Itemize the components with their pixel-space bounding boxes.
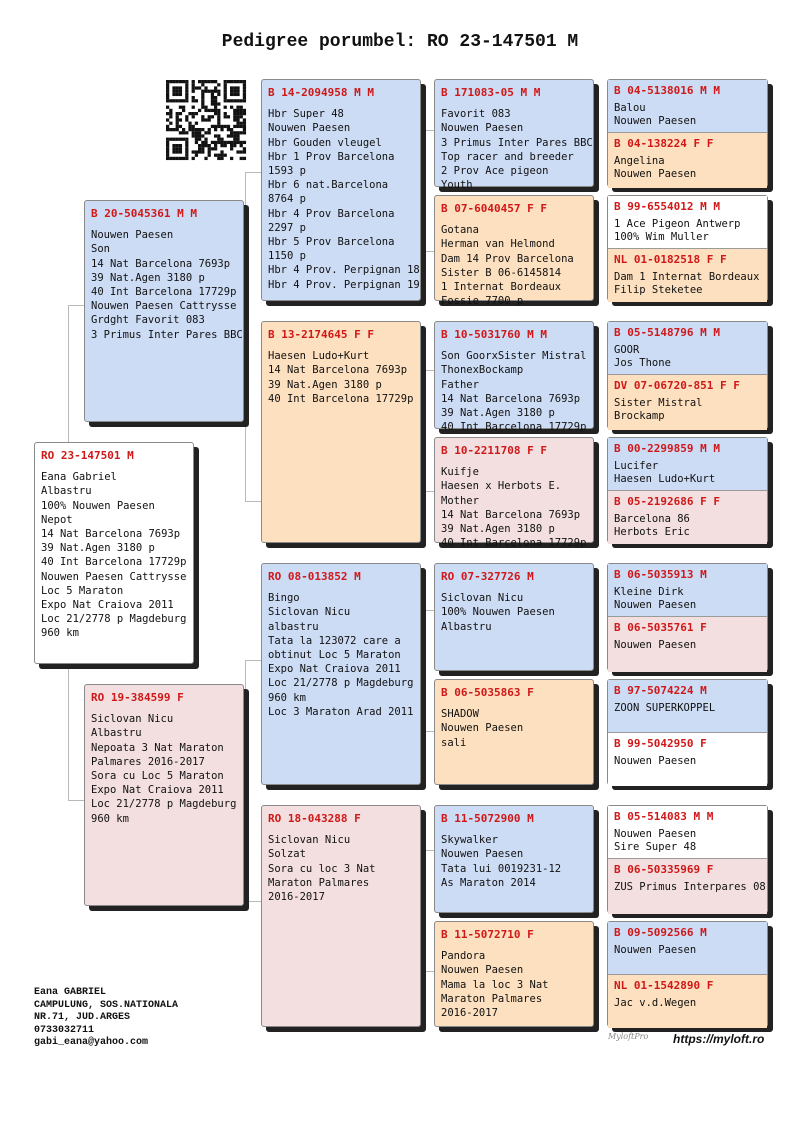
pigeon-info-line: Siclovan Nicu (91, 713, 174, 726)
pigeon-info-line: Dam 1 Internat Bordeaux (614, 270, 760, 283)
pigeon-info-line: 100% Nouwen Paesen (41, 499, 155, 512)
ring-number: RO 08-013852 M (268, 570, 361, 583)
pigeon-info-line: Kleine Dirk (614, 585, 684, 598)
connector-line (245, 660, 262, 902)
pigeon-info-line: Siclovan Nicu (268, 834, 351, 847)
pigeon-info-line: Nepot (41, 513, 73, 526)
pigeon-info-line: 39 Nat.Agen 3180 p (441, 407, 555, 420)
ring-number: DV 07-06720-851 F F (614, 379, 740, 392)
pigeon-info-line: Palmares 2016-2017 (91, 755, 205, 768)
ring-number: B 00-2299859 M M (614, 442, 720, 455)
pigeon-info-line: Nouwen Paesen Cattrysse (91, 300, 237, 313)
pigeon-info-line: ThonexBockamp (441, 364, 524, 377)
pigeon-info-line: Son GoorxSister Mistral (441, 350, 587, 363)
pigeon-info-line: Grdght Favorit 083 (91, 314, 205, 327)
pigeon-card-subject[interactable] (34, 442, 194, 664)
ring-number: B 09-5092566 M (614, 926, 707, 939)
pigeon-info-line: Hbr 4 Prov. Perpignan 19 (268, 278, 420, 291)
pigeon-info-line: Top racer and breeder (441, 150, 574, 163)
pigeon-info-line: 14 Nat Barcelona 7693p (441, 508, 581, 521)
pigeon-info-line: Nouwen Paesen (614, 599, 697, 611)
pigeon-info-line: Solzat (268, 848, 306, 861)
ring-number: B 99-6554012 M M (614, 200, 720, 213)
pigeon-info-line: Maraton Palmares (268, 876, 370, 889)
pigeon-card-gen4[interactable] (608, 80, 767, 132)
pigeon-card-gen4[interactable] (608, 374, 767, 430)
pigeon-info-line: 1 Ace Pigeon Antwerp (614, 217, 741, 230)
pigeon-info-line: 8764 p (268, 193, 306, 206)
pigeon-info-line: 960 km (268, 691, 306, 704)
pigeon-info-line: Nouwen Paesen (614, 754, 697, 767)
pigeon-pair (607, 921, 768, 1027)
pigeon-info-line: Skywalker (441, 834, 498, 847)
pigeon-card-gen4[interactable] (608, 680, 767, 732)
pigeon-card-gen3[interactable] (434, 563, 594, 671)
ring-number: B 06-5035761 F (614, 621, 707, 634)
pigeon-info-line: Filip Steketee (614, 284, 703, 296)
ring-number: B 171083-05 M M (441, 86, 541, 99)
pigeon-info-line: Siclovan Nicu (441, 592, 524, 605)
pigeon-info-line: Nouwen Paesen (614, 943, 697, 956)
pigeon-info-line: albastru (268, 620, 319, 633)
pigeon-info-line: Gotana (441, 224, 479, 237)
pigeon-info-line: 39 Nat.Agen 3180 p (268, 378, 382, 391)
page-title: Pedigree porumbel: RO 23-147501 M (221, 32, 579, 52)
pigeon-info-line: Jac v.d.Wegen (614, 996, 697, 1009)
ring-number: B 14-2094958 M M (268, 86, 374, 99)
pigeon-card-dam-dam[interactable] (261, 805, 421, 1027)
pigeon-card-gen4[interactable] (608, 858, 767, 914)
pigeon-card-dam[interactable] (84, 684, 244, 906)
ring-number: B 05-514083 M M (614, 810, 714, 823)
pigeon-info-line: Hbr 5 Prov Barcelona (268, 236, 395, 249)
pigeon-card-gen3[interactable] (434, 321, 594, 434)
pigeon-pair (607, 805, 768, 913)
pigeon-info-line: Expo Nat Craiova 2011 (41, 599, 174, 612)
pigeon-info-line: sali (441, 736, 467, 749)
pigeon-info-line: ZUS Primus Interpares 08 (614, 880, 766, 893)
owner-phone: 0733032711 (34, 1024, 95, 1036)
ring-number: B 10-2211708 F F (441, 444, 547, 457)
qr-code-icon (166, 80, 246, 160)
pigeon-info-line: 40 Int Barcelona 17729p (268, 392, 414, 405)
pigeon-info-line: Mama la loc 3 Nat (441, 978, 549, 991)
ring-number: RO 07-327726 M (441, 570, 534, 583)
pigeon-info-line: 2297 p (268, 221, 306, 234)
owner-line: CAMPULUNG, SOS.NATIONALA (34, 999, 179, 1011)
pigeon-card-gen4[interactable] (608, 732, 767, 786)
ring-number: B 11-5072900 M (441, 812, 534, 825)
pigeon-info-line: 1593 p (268, 165, 306, 178)
ring-number: B 11-5072710 F (441, 928, 534, 941)
ring-number: NL 01-0182518 F F (614, 253, 727, 266)
ring-number: RO 18-043288 F (268, 812, 361, 825)
pigeon-info-line: 40 Int Barcelona 17729p (41, 556, 187, 569)
pigeon-info-line: 3 Primus Inter Pares BBC (441, 136, 593, 149)
pigeon-card-gen3[interactable] (434, 921, 594, 1027)
ring-number: B 05-2192686 F F (614, 495, 720, 508)
pigeon-card-dam-sire[interactable] (261, 563, 421, 785)
owner-line: NR.71, JUD.ARGES (34, 1012, 131, 1023)
ring-number: B 07-6040457 F F (441, 202, 547, 215)
pigeon-info-line: Tata lui 0019231-12 (441, 862, 562, 875)
pigeon-card-gen4[interactable] (608, 490, 767, 544)
pigeon-info-line: Nouwen Paesen (441, 722, 524, 735)
ring-number: B 97-5074224 M (614, 684, 707, 697)
pigeon-info-line: Hbr 1 Prov Barcelona (268, 150, 395, 163)
pigeon-card-gen4[interactable] (608, 196, 767, 248)
pigeon-info-line: Albastru (91, 727, 142, 740)
pigeon-info-line: obtinut Loc 5 Maraton (268, 649, 401, 662)
ring-number: NL 01-1542890 F (614, 979, 714, 992)
pigeon-info-line: Youth (441, 179, 473, 192)
pigeon-info-line: 39 Nat.Agen 3180 p (441, 523, 555, 536)
pigeon-info-line: Expo Nat Craiova 2011 (268, 663, 401, 676)
pigeon-info-line: Nouwen Paesen (614, 638, 697, 651)
pigeon-info-line: GOOR (614, 343, 640, 356)
pigeon-card-sire-sire[interactable] (261, 79, 421, 301)
connector-line (245, 172, 262, 502)
pigeon-info-line: Balou (614, 101, 646, 114)
pigeon-info-line: Loc 21/2778 p Magdeburg (91, 798, 237, 811)
pigeon-info-line: Bingo (268, 592, 300, 605)
pigeon-info-line: Maraton Palmares (441, 992, 543, 1005)
pigeon-pair (607, 79, 768, 187)
pigeon-info-line: ZOON SUPERKOPPEL (614, 701, 716, 714)
pigeon-info-line: 960 km (41, 627, 79, 640)
pigeon-info-line: Nouwen Paesen (441, 848, 524, 861)
pigeon-card-gen3[interactable] (434, 679, 594, 785)
ring-number: B 04-5138016 M M (614, 84, 720, 97)
website-link[interactable]: https://myloft.ro (673, 1032, 765, 1046)
pigeon-info-line: Loc 3 Maraton Arad 2011 (268, 705, 414, 718)
pigeon-info-line: Kuifje (441, 466, 479, 479)
pigeon-info-line: Nouwen Paesen Cattrysse (41, 570, 187, 583)
pigeon-info-line: Haesen x Herbots E. (441, 480, 562, 493)
pigeon-info-line: Nouwen Paesen (91, 229, 174, 242)
pigeon-card-gen4[interactable] (608, 322, 767, 374)
ring-number: B 10-5031760 M M (441, 328, 547, 341)
pigeon-card-gen4[interactable] (608, 438, 767, 490)
owner-email[interactable]: gabi_eana@yahoo.com (34, 1037, 149, 1048)
pigeon-info-line: Son (91, 243, 110, 256)
pigeon-info-line: Albastru (441, 620, 492, 633)
pigeon-info-line: 1150 p (268, 250, 306, 263)
pigeon-info-line: 100% Nouwen Paesen (441, 606, 555, 619)
pigeon-info-line: Loc 21/2778 p Magdeburg (41, 613, 187, 626)
pigeon-info-line: 40 Int Barcelona 17729p (441, 537, 587, 550)
pigeon-card-gen4[interactable] (608, 616, 767, 672)
pigeon-card-gen3[interactable] (434, 79, 594, 192)
pigeon-info-line: 40 Int Barcelona 17729p (441, 421, 587, 434)
pigeon-info-line: Albastru (41, 485, 92, 498)
pigeon-info-line: Sora cu loc 3 Nat (268, 862, 376, 875)
pigeon-info-line: Lucifer (614, 459, 659, 472)
pigeon-info-line: 14 Nat Barcelona 7693p (268, 364, 408, 377)
pigeon-pair (607, 321, 768, 429)
ring-number: B 06-5035913 M (614, 568, 707, 581)
pigeon-info-line: Nepoata 3 Nat Maraton (91, 741, 224, 754)
pigeon-pair (607, 679, 768, 785)
owner-contact (34, 987, 178, 1050)
pigeon-card-gen4[interactable] (608, 132, 767, 188)
pigeon-info-line: Nouwen Paesen (441, 122, 524, 135)
pigeon-info-line: Angelina (614, 154, 665, 167)
pigeon-info-line: Haesen Ludo+Kurt (614, 473, 716, 485)
pigeon-info-line: Nouwen Paesen (268, 122, 351, 135)
pigeon-card-sire-dam[interactable] (261, 321, 421, 543)
pigeon-card-gen4[interactable] (608, 974, 767, 1028)
pigeon-pair (607, 563, 768, 671)
ring-number: B 04-138224 F F (614, 137, 714, 150)
pigeon-card-gen3[interactable] (434, 195, 594, 308)
pigeon-info-line: Pandora (441, 950, 486, 963)
pigeon-info-line: Father (441, 378, 479, 391)
pigeon-pair (607, 437, 768, 543)
ring-number: RO 23-147501 M (41, 449, 134, 462)
pigeon-info-line: Dam 14 Prov Barcelona (441, 252, 574, 265)
pigeon-info-line: Nouwen Paesen (614, 168, 697, 180)
pigeon-pair (607, 195, 768, 301)
pigeon-card-gen4[interactable] (608, 564, 767, 616)
pigeon-card-sire[interactable] (84, 200, 244, 422)
pigeon-info-line: 14 Nat Barcelona 7693p (91, 257, 231, 270)
pigeon-info-line: Hbr Super 48 (268, 108, 344, 121)
pigeon-card-gen4[interactable] (608, 806, 767, 858)
pigeon-info-line: Herman van Helmond (441, 238, 555, 251)
pigeon-info-line: Herbots Eric (614, 526, 690, 538)
pigeon-info-line: Hbr 4 Prov. Perpignan 18 (268, 264, 420, 277)
pigeon-card-gen4[interactable] (608, 248, 767, 302)
pigeon-info-line: As Maraton 2014 (441, 876, 536, 889)
pigeon-info-line: Sora cu Loc 5 Maraton (91, 770, 224, 783)
pigeon-card-gen3[interactable] (434, 805, 594, 913)
pigeon-info-line: 2016-2017 (268, 891, 325, 904)
pigeon-info-line: Favorit 083 (441, 108, 511, 121)
pigeon-card-gen3[interactable] (434, 437, 594, 550)
pigeon-info-line: Brockamp (614, 410, 665, 422)
pigeon-info-line: Nouwen Paesen (441, 964, 524, 977)
ring-number: B 05-5148796 M M (614, 326, 720, 339)
pigeon-info-line: Tata la 123072 care a (268, 634, 401, 647)
pigeon-info-line: 2 Prov Ace pigeon (441, 165, 549, 178)
pigeon-info-line: Nouwen Paesen (614, 115, 697, 127)
pigeon-info-line: Eana Gabriel (41, 471, 117, 484)
pigeon-info-line: 40 Int Barcelona 17729p (91, 286, 237, 299)
signature-logo: MyloftPro (608, 1032, 649, 1041)
ring-number: B 13-2174645 F F (268, 328, 374, 341)
pigeon-info-line: Sire Super 48 (614, 841, 697, 853)
pigeon-info-line: Sister B 06-6145814 (441, 266, 562, 279)
ring-number: B 06-5035863 F (441, 686, 534, 699)
pigeon-info-line: 960 km (91, 812, 129, 825)
ring-number: B 06-50335969 F (614, 863, 714, 876)
pigeon-info-line: Barcelona 86 (614, 512, 690, 525)
pigeon-card-gen4[interactable] (608, 922, 767, 974)
pigeon-info-line: Sister Mistral (614, 396, 703, 409)
pigeon-info-line: Fossie 7700 p (441, 295, 524, 308)
pigeon-info-line: 100% Wim Muller (614, 231, 709, 243)
owner-line: Eana GABRIEL (34, 987, 107, 998)
pigeon-info-line: Hbr 6 nat.Barcelona (268, 179, 389, 192)
pigeon-info-line: 2016-2017 (441, 1007, 498, 1020)
pigeon-info-line: 39 Nat.Agen 3180 p (91, 271, 205, 284)
pigeon-info-line: 3 Primus Inter Pares BBC (91, 328, 243, 341)
pigeon-info-line: Mother (441, 494, 479, 507)
pigeon-info-line: Nouwen Paesen (614, 827, 697, 840)
pigeon-info-line: Loc 5 Maraton (41, 584, 124, 597)
pigeon-info-line: Jos Thone (614, 357, 671, 369)
ring-number: B 99-5042950 F (614, 737, 707, 750)
pigeon-info-line: 1 Internat Bordeaux (441, 281, 562, 294)
pigeon-info-line: Expo Nat Craiova 2011 (91, 784, 224, 797)
pigeon-info-line: 14 Nat Barcelona 7693p (41, 528, 181, 541)
pigeon-info-line: Hbr 4 Prov Barcelona (268, 207, 395, 220)
pigeon-info-line: Haesen Ludo+Kurt (268, 350, 370, 363)
pigeon-info-line: 14 Nat Barcelona 7693p (441, 392, 581, 405)
pigeon-info-line: Hbr Gouden vleugel (268, 136, 382, 149)
ring-number: B 20-5045361 M M (91, 207, 197, 220)
pigeon-info-line: Siclovan Nicu (268, 606, 351, 619)
pigeon-info-line: SHADOW (441, 708, 479, 721)
ring-number: RO 19-384599 F (91, 691, 184, 704)
pigeon-info-line: Loc 21/2778 p Magdeburg (268, 677, 414, 690)
pigeon-info-line: 39 Nat.Agen 3180 p (41, 542, 155, 555)
